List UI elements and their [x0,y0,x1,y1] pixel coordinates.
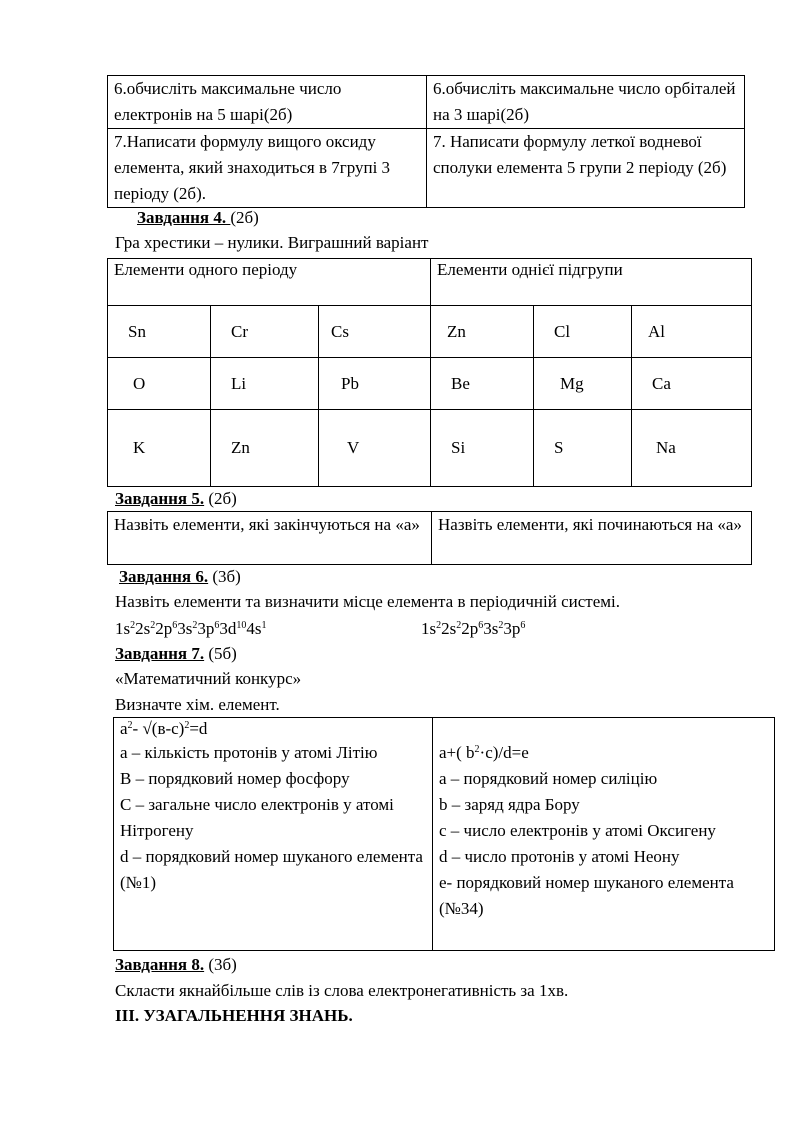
starting-with-a-cell: Назвіть елементи, які починаються на «а» [432,512,752,565]
task-5-table [107,511,752,565]
electron-config-1: $1s^22s^22p^63s^23p^63d^{10}4s^1$ [115,619,267,638]
left-line: d – порядковий номер шуканого елемента (№1) [120,847,423,892]
grid-cell: Zn [231,438,250,457]
ending-in-a-cell: Назвіть елементи, які закінчуються на «а» [108,512,432,565]
task-8-points: (3б) [204,955,237,974]
grid-cell: V [347,438,360,457]
task-6-title: Завдання 6. [119,567,209,586]
grid-cell: Li [231,373,247,393]
task-4-intro: Гра хрестики – нулики. Виграшний варіант [115,233,429,252]
left-formula: $a^2-$ $√(в-с)^2=d$ [120,719,208,738]
grid-cell: Pb [341,373,359,393]
right-line: е- порядковий номер шуканого елемента (№34) [439,873,734,918]
header-same-period: Елементи одного періоду [108,259,431,306]
right-line: c – число електронів у атомі Оксигену [439,821,716,840]
grid-cell: Sn [128,321,146,341]
left-line: В – порядковий номер фосфору [120,769,350,788]
task-7-left-cell: 7.Написати формулу вищого оксиду елемента, який знаходиться в 7групі 3 періоду (2б). [108,129,427,208]
task-4-heading [137,207,259,229]
task-5-points: (2б) [204,489,237,508]
task-7-heading [115,643,237,665]
task-7-right-cell: 7. Написати формулу леткої водневої сполуки елемента 5 групи 2 періоду (2б) [427,129,745,208]
task-6-text: Назвіть елементи та визначити місце елемента в періодичній системі. [115,592,620,611]
task-6-points: (3б) [208,567,241,586]
task-7-table [113,717,775,951]
table-row [108,512,752,565]
grid-cell: Al [648,321,665,341]
left-line: а – кількість протонів у атомі Літію [120,743,378,762]
right-line: d – число протонів у атомі Неону [439,847,680,866]
task-5-heading [115,488,237,510]
table-row [114,718,775,951]
grid-cell: Cr [231,321,248,341]
grid-cell: Si [451,438,466,457]
tic-tac-toe-table [107,258,752,487]
task-6-heading [119,566,241,588]
right-line: b – заряд ядра Бору [439,795,580,814]
task-4-title: Завдання 4. [137,208,231,227]
task-5-title: Завдання 5. [115,489,205,508]
task-8-title: Завдання 8. [115,955,205,974]
right-puzzle-cell [433,718,775,951]
task-8-text: Скласти якнайбільше слів із слова електронегативність за 1хв. [115,981,569,1000]
grid-cell: S [554,438,564,457]
grid-cell: O [133,373,146,393]
table-row [108,259,752,306]
section-3-heading: ІІІ. УЗАГАЛЬНЕННЯ ЗНАНЬ. [115,1006,353,1025]
tasks-6-7-table [107,75,745,208]
table-row [108,306,752,358]
right-line: a – порядковий номер силіцію [439,769,658,788]
header-same-subgroup: Елементи однієї підгрупи [431,259,752,306]
task-7-line-1: «Математичний конкурс» [115,669,302,688]
task-7-points: (5б) [204,644,237,663]
table-row [108,129,745,208]
grid-cell: Ca [652,373,671,393]
grid-cell: Cl [554,321,571,341]
left-line: С – загальне число електронів у атомі Нітрогену [120,795,394,840]
task-7-title: Завдання 7. [115,644,205,663]
task-7-line-2: Визначте хім. елемент. [115,695,280,714]
grid-cell: Be [451,373,470,393]
grid-cell: Zn [447,321,466,341]
task-6-left-cell: 6.обчисліть максимальне число електронів на 5 шарі(2б) [108,76,427,129]
table-row [108,410,752,487]
task-8-heading [115,954,237,976]
grid-cell: K [133,438,146,457]
electron-config-2: $1s^22s^22p^63s^23p^6$ [421,619,526,638]
table-row [108,358,752,410]
task-6-right-cell: 6.обчисліть максимальне число орбіталей на 3 шарі(2б) [427,76,745,129]
right-formula: a+( $b^2\cdot c)/d=e$ [439,743,529,762]
left-puzzle-cell [114,718,433,951]
grid-cell: Mg [560,373,584,393]
task-4-points: (2б) [230,208,259,227]
grid-cell: Cs [331,321,349,341]
table-row [108,76,745,129]
grid-cell: Na [656,438,676,457]
